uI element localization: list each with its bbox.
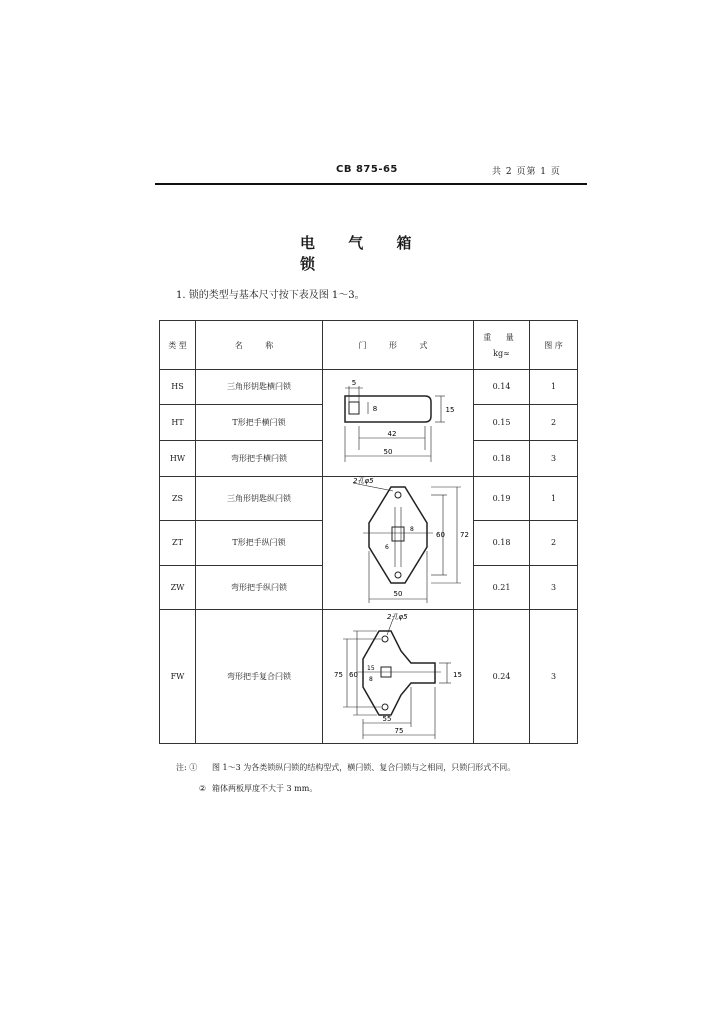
cell-weight: 0.19	[474, 477, 530, 521]
header-shape: 门 形 式	[323, 321, 474, 370]
composite-latch-drawing	[323, 611, 474, 741]
dim-left-outer: 75	[334, 670, 343, 679]
dim-height: 15	[445, 406, 455, 414]
cell-type: ZS	[160, 477, 196, 521]
dim-mid: 60	[436, 531, 445, 539]
cell-type: ZW	[160, 565, 196, 609]
dim-width: 50	[393, 590, 403, 598]
table-row	[160, 477, 578, 521]
dim-small-2: 8	[369, 675, 373, 683]
note-2-mark: ②	[198, 784, 206, 793]
cell-figure: 3	[530, 565, 578, 609]
dim-small: 8	[410, 526, 414, 533]
cell-name: 弯形把手复合闩锁	[196, 610, 323, 744]
cell-type: FW	[160, 610, 196, 744]
note-1-mark: 注: ①	[176, 763, 198, 772]
hole-note: 2孔φ5	[387, 612, 408, 621]
cell-figure: 2	[530, 404, 578, 440]
cell-figure: 3	[530, 440, 578, 476]
cell-type: ZT	[160, 521, 196, 565]
cell-type: HW	[160, 440, 196, 476]
header-weight: 重 量 kg≈	[474, 321, 530, 370]
table-row	[160, 610, 578, 744]
dim-small-1: 15	[367, 664, 375, 672]
cell-name: 三角形钥匙纵闩锁	[196, 477, 323, 521]
cell-weight: 0.18	[474, 521, 530, 565]
header-figure: 图 序	[530, 321, 578, 370]
cell-name: 弯形把手横闩锁	[196, 440, 323, 476]
dim-right: 15	[453, 670, 462, 679]
cell-weight: 0.15	[474, 404, 530, 440]
dim-top: 5	[351, 379, 357, 387]
hole-note: 2孔φ5	[353, 477, 374, 485]
notes-block	[176, 757, 515, 799]
header-type: 类 型	[160, 321, 196, 370]
cell-name: T形把手横闩锁	[196, 404, 323, 440]
cell-type: HT	[160, 404, 196, 440]
note-2	[176, 778, 515, 799]
page-info: 共 2 页第 1 页	[492, 167, 561, 177]
dim-width-outer: 75	[394, 726, 404, 735]
note-2-text: 箱体两板厚度不大于 3 mm。	[212, 784, 318, 793]
vertical-latch-drawing	[323, 477, 474, 607]
header-rule	[155, 183, 587, 185]
spec-table	[159, 320, 578, 744]
drawing-composite-cell	[323, 610, 474, 744]
drawing-horizontal-cell	[323, 370, 474, 477]
document-title: 电 气 箱 锁	[300, 234, 426, 273]
cell-weight: 0.24	[474, 610, 530, 744]
cell-weight: 0.14	[474, 370, 530, 405]
table-header-row	[160, 321, 578, 370]
note-1	[176, 757, 515, 778]
horizontal-latch-drawing	[323, 370, 474, 474]
dim-width-inner: 55	[382, 714, 392, 723]
table-row	[160, 370, 578, 405]
dim-inner: 6	[385, 544, 389, 551]
cell-name: 弯形把手纵闩锁	[196, 565, 323, 609]
dim-inner: 8	[372, 405, 378, 413]
cell-weight: 0.18	[474, 440, 530, 476]
dim-total-length: 50	[383, 448, 393, 456]
dim-total: 72	[460, 531, 469, 539]
cell-figure: 1	[530, 370, 578, 405]
cell-name: T形把手纵闩锁	[196, 521, 323, 565]
cell-figure: 3	[530, 610, 578, 744]
cell-figure: 2	[530, 521, 578, 565]
cell-name: 三角形钥匙横闩锁	[196, 370, 323, 405]
standard-code: CB 875-65	[336, 164, 398, 175]
intro-paragraph: 1. 锁的类型与基本尺寸按下表及图 1～3。	[176, 290, 365, 301]
drawing-vertical-cell	[323, 477, 474, 610]
dim-inner-length: 42	[387, 430, 397, 438]
cell-weight: 0.21	[474, 565, 530, 609]
header-name: 名 称	[196, 321, 323, 370]
cell-type: HS	[160, 370, 196, 405]
cell-figure: 1	[530, 477, 578, 521]
note-1-text: 图 1～3 为各类锁纵闩锁的结构型式，横闩锁、复合闩锁与之相同，只锁闩形式不同。	[212, 763, 516, 772]
dim-left-inner: 60	[349, 670, 358, 679]
